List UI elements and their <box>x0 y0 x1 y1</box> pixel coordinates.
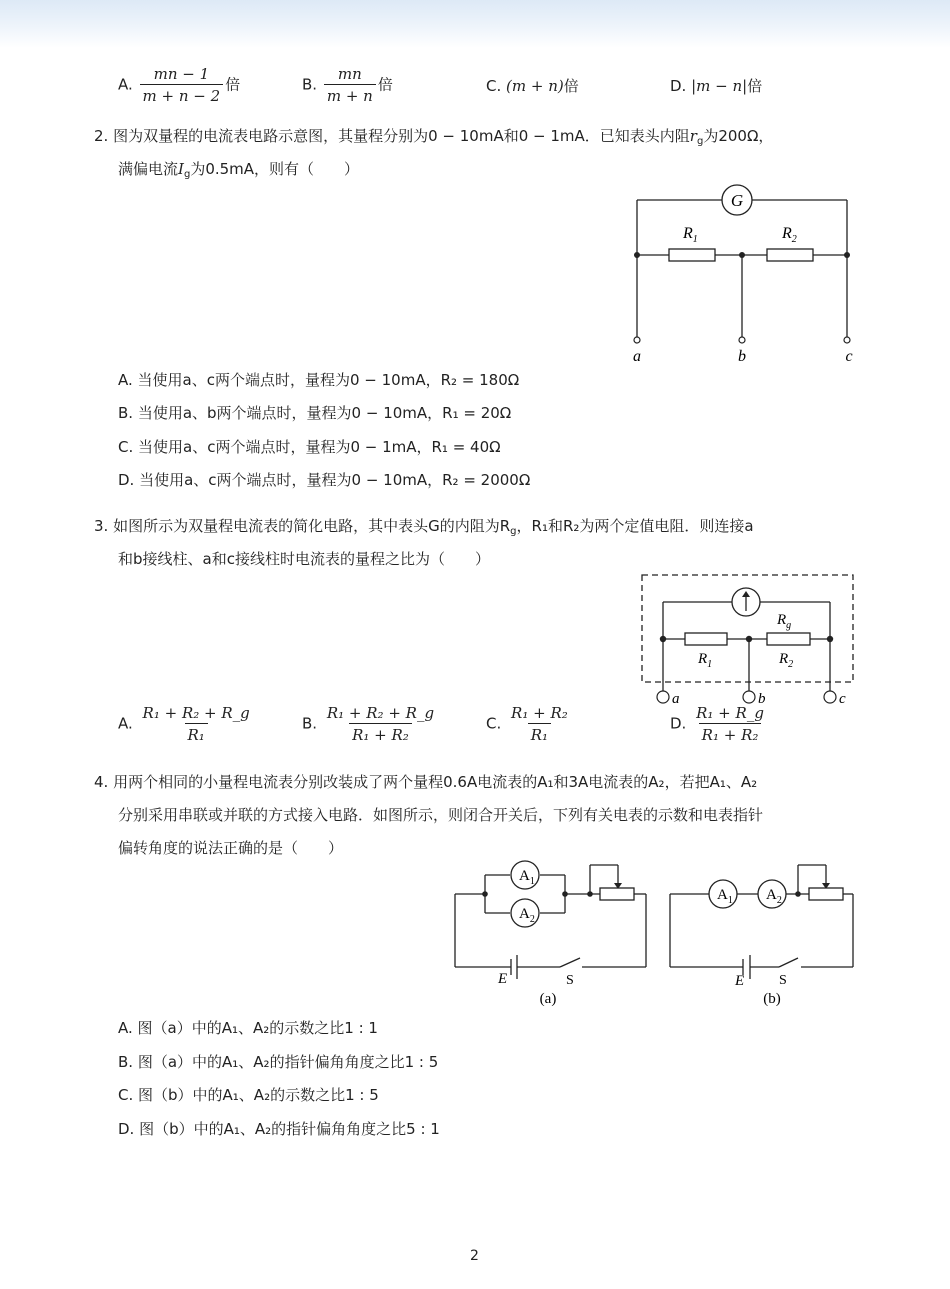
q4-option-c[interactable]: C. 图（b）中的A₁、A₂的示数之比1 : 5 <box>118 1086 379 1104</box>
q3-node-left <box>660 636 666 642</box>
q1-option-b[interactable]: B. $\frac{mn}{m + n}$ 倍 <box>302 65 393 105</box>
q2-terminal-a[interactable] <box>634 337 640 343</box>
q3-r2-label: $R_2$ <box>779 651 794 670</box>
q3-option-d[interactable]: D. $\frac{\text{R₁ + R\_g}}{\text{R₁ + R₂}}$ <box>670 704 769 744</box>
q4a-caption: (a) <box>539 991 557 1007</box>
q4b-a2-label: $A_2$ <box>766 887 782 906</box>
q4a-a2-label: $A_2$ <box>519 906 535 925</box>
q4-option-d[interactable]: D. 图（b）中的A₁、A₂的指针偏角角度之比5 : 1 <box>118 1120 440 1138</box>
q4a-node-left <box>482 891 488 897</box>
q2-node-left <box>634 252 640 258</box>
q1-option-a[interactable]: A. $\frac{mn - 1}{m + n - 2}$ 倍 <box>118 65 241 105</box>
q2-g-label: G <box>730 191 744 210</box>
q3-option-a-fraction: $\frac{\text{R₁ + R₂ + R\_g}}{\text{R₁}}$ <box>142 704 250 744</box>
q4-stem-line1: 4. 用两个相同的小量程电流表分别改装成了两个量程0.6A电流表的A₁和3A电流表的A₂，若把A₁、A₂ <box>94 773 758 791</box>
q2-r2-label: $R_2$ <box>782 225 797 245</box>
q4b-caption: (b) <box>763 991 781 1007</box>
q4a-node-rheostat <box>587 891 593 897</box>
q4-figure-b <box>665 855 860 1010</box>
q2-node-middle <box>739 252 745 258</box>
q2-number: 2. <box>94 127 109 145</box>
q4-stem-line2: 分别采用串联或并联的方式接入电路．如图所示，则闭合开关后，下列有关电表的示数和电表指针 <box>118 806 764 824</box>
q4a-s-label: S <box>566 973 574 988</box>
q1-option-a-fraction: $\frac{mn - 1}{m + n - 2}$ <box>140 65 224 105</box>
q2-label-b: b <box>738 348 746 365</box>
q3-option-d-fraction: $\frac{\text{R₁ + R\_g}}{\text{R₁ + R₂}}$ <box>696 704 764 744</box>
q3-terminal-b[interactable] <box>743 691 755 703</box>
q3-resistor-r2 <box>767 633 810 645</box>
q2-option-a[interactable]: A. 当使用a、c两个端点时，量程为0 − 10mA，R₂ = 180Ω <box>118 371 520 389</box>
q4-stem-line3: 偏转角度的说法正确的是（ ） <box>118 839 344 857</box>
q4-number: 4. <box>94 773 109 791</box>
q3-option-b-fraction: $\frac{\text{R₁ + R₂ + R\_g}}{\text{R₁ + R₂}}$ <box>326 704 435 744</box>
q1-option-d[interactable]: D. |m − n|倍 <box>670 77 763 95</box>
q2-terminal-b[interactable] <box>739 337 745 343</box>
q3-stem-line2: 和b接线柱、a和c接线柱时电流表的量程之比为（ ） <box>118 550 490 568</box>
q4a-e-label: E <box>498 971 508 987</box>
q3-option-c[interactable]: C. $\frac{\text{R₁ + R₂}}{\text{R₁}}$ <box>486 704 573 744</box>
q4-option-a[interactable]: A. 图（a）中的A₁、A₂的示数之比1 : 1 <box>118 1019 378 1037</box>
q3-circuit-figure <box>636 570 862 710</box>
q3-number: 3. <box>94 517 109 535</box>
q4a-rheostat <box>600 888 634 900</box>
q4b-e-label: E <box>735 973 745 989</box>
q3-label-a: a <box>672 691 680 707</box>
q4b-node-rheostat <box>795 891 801 897</box>
q4a-node-right <box>562 891 568 897</box>
q2-resistor-r2 <box>767 249 813 261</box>
q4b-rheostat <box>809 888 843 900</box>
q3-resistor-r1 <box>685 633 727 645</box>
q1-option-b-fraction: $\frac{mn}{m + n}$ <box>324 65 376 105</box>
q4a-a1-label: $A_1$ <box>519 868 535 887</box>
q2-option-d[interactable]: D. 当使用a、c两个端点时，量程为0 − 10mA，R₂ = 2000Ω <box>118 471 531 489</box>
q4-option-b[interactable]: B. 图（a）中的A₁、A₂的指针偏角角度之比1 : 5 <box>118 1053 439 1071</box>
q3-node-middle <box>746 636 752 642</box>
q3-stem-line1: 3. 如图所示为双量程电流表的简化电路，其中表头G的内阻为$R_g$，R₁和R₂为两个定值电阻．则连接a <box>94 517 754 537</box>
q3-label-c: c <box>839 691 846 707</box>
q2-option-b[interactable]: B. 当使用a、b两个端点时，量程为0 − 10mA，R₁ = 20Ω <box>118 404 512 422</box>
q4b-a1-label: $A_1$ <box>717 887 733 906</box>
q4-figure-a <box>450 855 655 1010</box>
q3-option-a[interactable]: A. $\frac{\text{R₁ + R₂ + R\_g}}{\text{R₁}}$ <box>118 704 255 744</box>
q3-option-c-fraction: $\frac{\text{R₁ + R₂}}{\text{R₁}}$ <box>511 704 568 744</box>
page-number: 2 <box>470 1248 479 1264</box>
q3-option-b[interactable]: B. $\frac{\text{R₁ + R₂ + R\_g}}{\text{R₁ + R₂}}$ <box>302 704 439 744</box>
q2-resistor-r1 <box>669 249 715 261</box>
q2-circuit-figure <box>625 180 865 370</box>
q2-stem-line1: 2. 图为双量程的电流表电路示意图，其量程分别为0 − 10mA和0 − 1mA．已知表头内阻$r_g$为200Ω， <box>94 127 774 147</box>
q3-terminal-c[interactable] <box>824 691 836 703</box>
q3-node-right <box>827 636 833 642</box>
q3-rg-label: $R_g$ <box>777 612 792 631</box>
q2-node-right <box>844 252 850 258</box>
q1-option-c[interactable]: C. (m + n)倍 <box>486 77 579 95</box>
q3-r1-label: $R_1$ <box>698 651 713 670</box>
header-band <box>0 0 950 48</box>
q2-label-c: c <box>845 348 853 365</box>
q2-stem-line2: 满偏电流$I_g$为0.5mA，则有（ ） <box>118 160 360 180</box>
q2-r1-label: $R_1$ <box>683 225 698 245</box>
q2-terminal-c[interactable] <box>844 337 850 343</box>
q4b-s-label: S <box>779 973 787 988</box>
q2-option-c[interactable]: C. 当使用a、c两个端点时，量程为0 − 1mA，R₁ = 40Ω <box>118 438 501 456</box>
q3-label-b: b <box>758 691 766 707</box>
q2-label-a: a <box>633 348 641 365</box>
q3-terminal-a[interactable] <box>657 691 669 703</box>
